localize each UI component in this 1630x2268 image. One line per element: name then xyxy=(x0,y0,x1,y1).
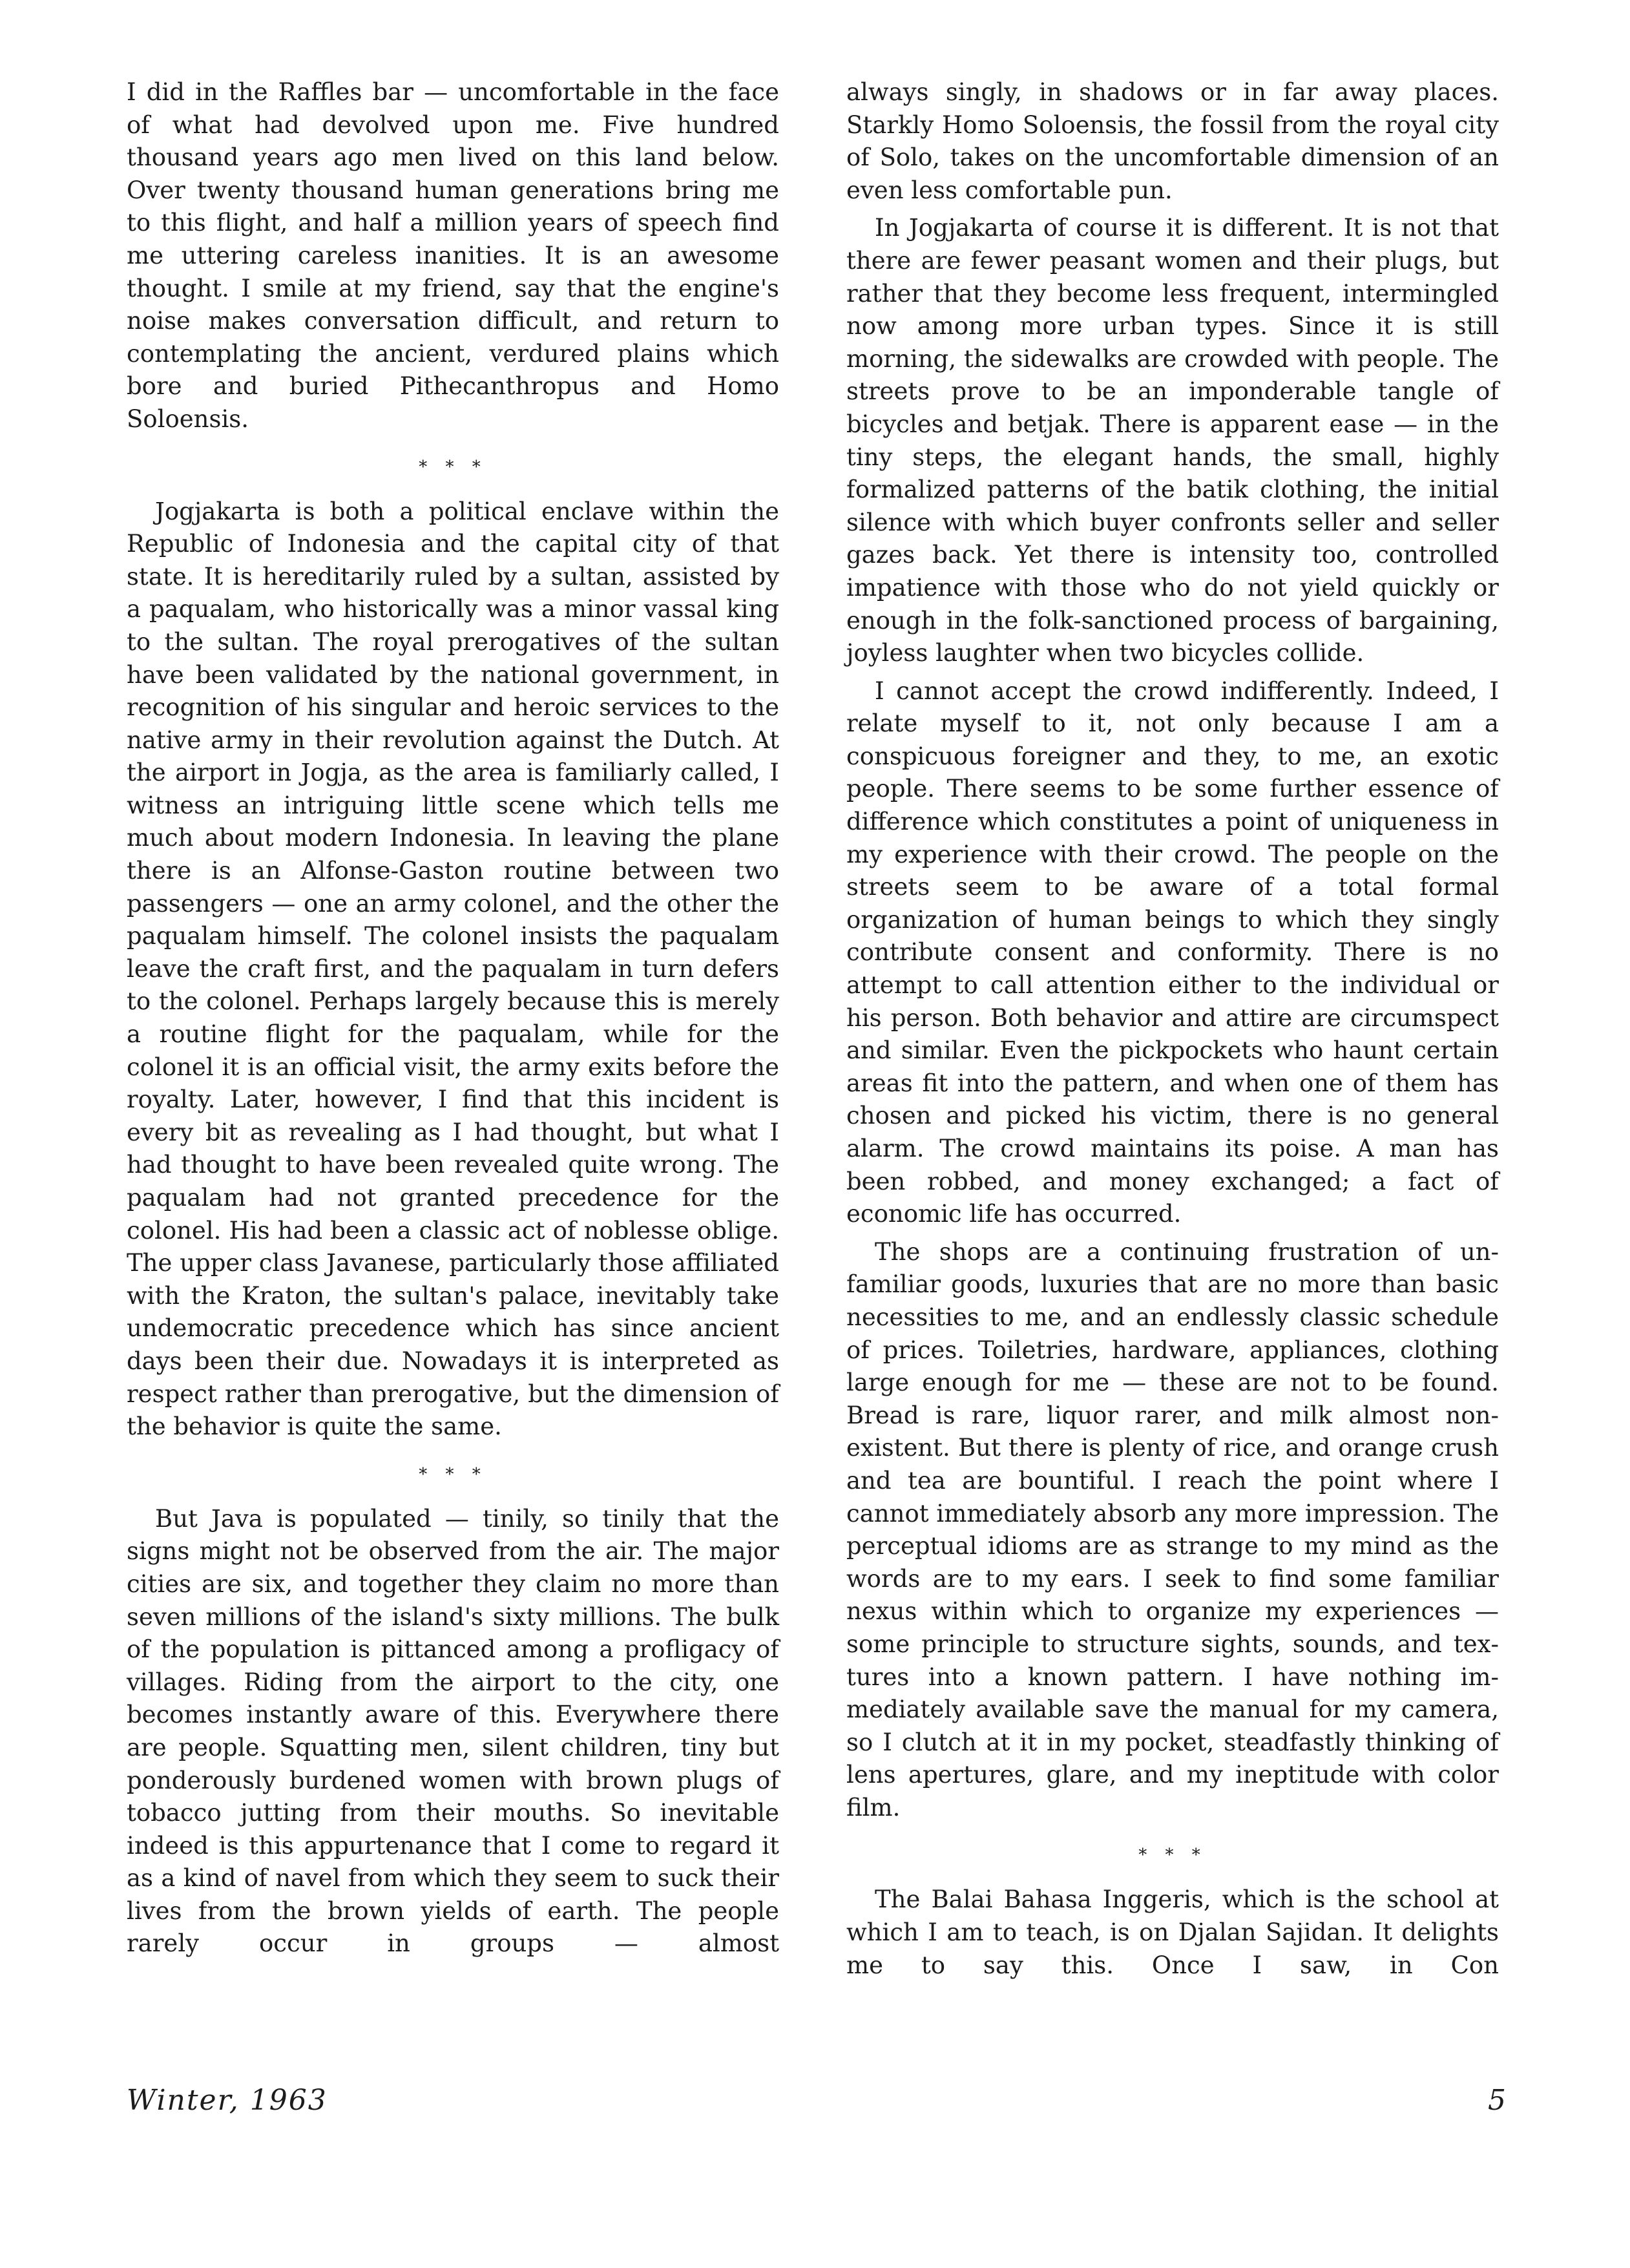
paragraph: Jogjakarta is both a political enclave within the Republic of Indonesia and the capital city of that state. It is hereditarily ruled by a sultan, assisted by a paqualam, who historically was a minor vassal king to the sultan. The royal prerogatives of the sultan have been validated by the national government, in recognition of his singular and heroic services to the native army in their revolution against the Dutch. At the airport in Jogja, as the area is familiarly called, I witness an intriguing little scene which tells me much about modern Indonesia. In leaving the plane there is an Alfonse-Gaston routine between two passengers — one an army colonel, and the other the paqualam himself. The colonel insists the paqualam leave the craft first, and the paqualam in turn defers to the colonel. Perhaps largely because this is merely a routine flight for the paqualam, while for the colonel it is an official visit, the army exits before the royalty. Later, however, I find that this incident is every bit as revealing as I had thought, but what I had thought to have been revealed quite wrong. The paqualam had not granted precedence for the colonel. His had been a classic act of noblesse oblige. The upper class Javanese, particularly those affiliated with the Kraton, the sultan's palace, inevitably take undemocratic precedence which has since ancient days been their due. Nowadays it is interpreted as respect rather than prerogative, but the dimension of the behavior is quite the same. xyxy=(127,497,779,1441)
section-break: * * * xyxy=(1138,1845,1207,1865)
paragraph: In Jogjakarta of course it is different. It is not that there are fewer peasant women and their plugs, but rather that they become less frequent, intermingled now among more urban types. Since it is still morning, the sidewalks are crowded with people. The streets prove to be an imponderable tangle of bicycles and betjak. There is apparent ease — in the tiny steps, the elegant hands, the small, highly formalized patterns of the batik clothing, the initial silence with which buyer confronts seller and seller gazes back. Yet there is intensity too, controlled impatience with those who do not yield quickly or enough in the folk-sanctioned process of bargaining, joyless laughter when two bicycles collide. xyxy=(846,214,1499,667)
paragraph: always singly, in shadows or in far away places. Starkly Homo Soloensis, the fossil from the royal city of Solo, takes on the uncomfortable dimension of an even less comfortable pun. xyxy=(846,78,1499,204)
footer-issue-date: Winter, 1963 xyxy=(127,2084,328,2117)
paragraph: The shops are a continuing frustration of unfamiliar goods, luxuries that are no more than basic necessities to me, and an endlessly classic schedule of prices. Toiletries, hardware, appliances, clothing large enough for me — these are not to be found. Bread is rare, liquor rarer, and milk almost non-existent. But there is plenty of rice, and orange crush and tea are bountiful. I reach the point where I cannot immediately absorb any more impression. The perceptual idioms are as strange to my mind as the words are to my ears. I seek to find some familiar nexus within which to organize my experiences — some principle to structure sights, sounds, and textures into a known pattern. I have nothing immediately available save the manual for my camera, so I clutch at it in my pocket, steadfastly thinking of lens apertures, glare, and my ineptitude with color film. xyxy=(846,1237,1499,1822)
paragraph: The Balai Bahasa Inggeris, which is the school at which I am to teach, is on Djalan Sajidan. It delights me to say this. Once I saw, in Con xyxy=(846,1885,1499,1979)
section-break: * * * xyxy=(419,457,487,477)
page-number: 5 xyxy=(1488,2084,1507,2117)
right-column xyxy=(846,76,1499,1982)
paragraph: But Java is populated — tinily, so tinily that the signs might not be observed from the air. The major cities are six, and together they claim no more than seven millions of the island's sixty millions. The bulk of the population is pittanced among a profligacy of villages. Riding from the airport to the city, one becomes instantly aware of this. Everywhere there are people. Squatting men, silent children, tiny but ponderously burdened women with brown plugs of tobacco jutting from their mouths. So inevitable indeed is this appurtenance that I come to regard it as a kind of navel from which they seem to suck their lives from the brown yields of earth. The people rarely occur in groups — almost xyxy=(127,1504,779,1958)
left-column xyxy=(127,76,779,1960)
paragraph: I did in the Raffles bar — uncomfortable in the face of what had devolved upon me. Five hundred thousand years ago men lived on this land below. Over twenty thousand human generations bring me to this flight, and half a million years of speech find me uttering careless inanities. It is an awesome thought. I smile at my friend, say that the engine's noise makes conversation difficult, and return to contemplating the ancient, verdured plains which bore and buried Pithecanthropus and Homo Soloensis. xyxy=(127,78,779,433)
section-break: * * * xyxy=(419,1464,487,1484)
paragraph: I cannot accept the crowd indifferently. Indeed, I relate myself to it, not only because I am a conspicuous foreigner and they, to me, an exotic people. There seems to be some further essence of difference which constitutes a point of uniqueness in my experience with their crowd. The people on the streets seem to be aware of a total formal organization of human beings to which they singly contribute consent and conformity. There is no attempt to call attention either to the individual or his person. Both behavior and attire are circumspect and similar. Even the pickpockets who haunt certain areas fit into the pattern, and when one of them has chosen and picked his victim, there is no general alarm. The crowd maintains its poise. A man has been robbed, and money exchanged; a fact of economic life has occurred. xyxy=(846,677,1499,1228)
